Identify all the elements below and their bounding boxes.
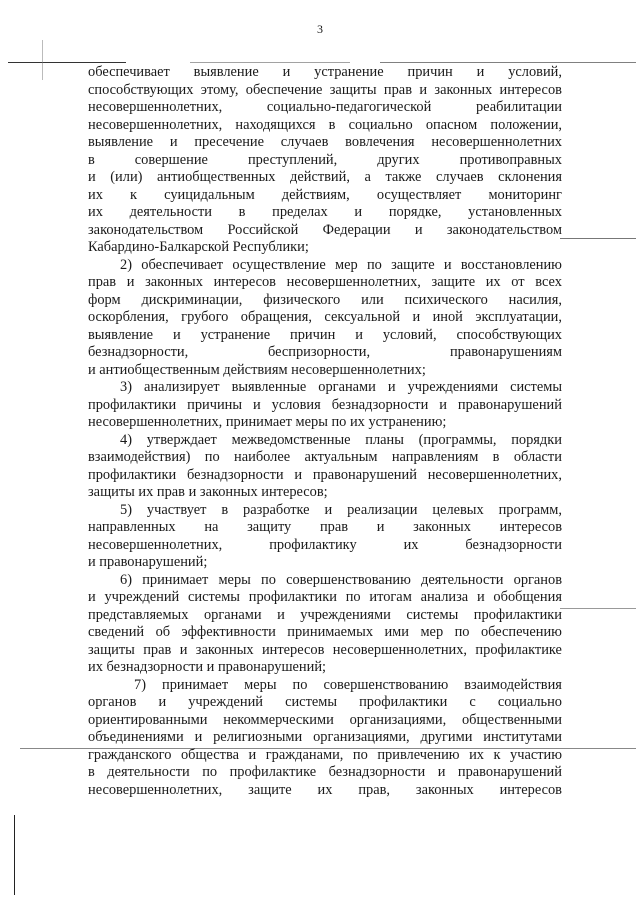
text-line: 4) утверждает межведомственные планы (программы, порядки (120, 431, 562, 448)
text-line: обеспечивает выявление и устранение причин и условий, (88, 64, 562, 80)
text-line: и антиобщественным действиям несовершеннолетних; (88, 361, 426, 378)
scan-artifact-line (8, 62, 126, 63)
scan-artifact-line (42, 40, 43, 80)
text-line: объединениями и религиозными организациями, другими институтами (88, 729, 562, 745)
scan-artifact-line (560, 238, 636, 239)
text-line: несовершеннолетних, принимает меры по их устранению; (88, 414, 447, 430)
text-line: в деятельности по профилактике безнадзорности и правонарушений (88, 764, 562, 780)
text-line: сведений об эффективности принимаемых ими мер по обеспечению (88, 624, 562, 640)
text-line: несовершеннолетних, профилактику их безнадзорности (88, 536, 562, 553)
scan-artifact-line (380, 62, 636, 63)
text-line: несовершеннолетних, социально-педагогической реабилитации (88, 99, 562, 115)
text-line: их к суицидальным действиям, осуществляет мониторинг (88, 186, 562, 203)
text-line: представляемых органами и учреждениями системы профилактики (88, 606, 562, 623)
text-line: гражданского общества и гражданами, по привлечению их к участию (88, 746, 562, 763)
text-line: законодательством Российской Федерации и законодательством (88, 221, 562, 238)
text-line: защиты их прав и законных интересов; (88, 484, 328, 500)
scan-artifact-line (560, 608, 636, 609)
text-line: способствующих этому, обеспечение защиты прав и законных интересов (88, 81, 562, 98)
text-line: и (или) антиобщественных действий, а также случаев склонения (88, 169, 562, 185)
scan-artifact-line (190, 62, 350, 63)
text-line: и правонарушений; (88, 554, 208, 570)
text-line: 2) обеспечивает осуществление мер по защите и восстановлению (120, 256, 562, 273)
text-line: 3) анализирует выявленные органами и учреждениями системы (120, 379, 562, 395)
text-line: ориентированными некоммерческими организациями, общественными (88, 711, 562, 728)
text-line: 5) участвует в разработке и реализации целевых программ, (120, 501, 562, 518)
text-line: несовершеннолетних, находящихся в социально опасном положении, (88, 116, 562, 133)
scan-artifact-line (14, 815, 15, 895)
text-line: выявление и пресечение случаев вовлечения несовершеннолетних (88, 134, 562, 150)
text-line: взаимодействия) по наиболее актуальным направлениям в области (88, 449, 562, 465)
text-line: Кабардино-Балкарской Республики; (88, 239, 309, 255)
text-line: профилактики безнадзорности и правонарушений несовершеннолетних, (88, 466, 562, 483)
text-line: несовершеннолетних, защите их прав, законных интересов (88, 781, 562, 798)
page-number: 3 (317, 22, 323, 36)
text-line: защиты прав и законных интересов несовершеннолетних, профилактике (88, 641, 562, 658)
text-line: прав и законных интересов несовершеннолетних, защите их от всех (88, 274, 562, 290)
text-line: безнадзорности, беспризорности, правонарушениям (88, 344, 562, 360)
document-body (88, 64, 562, 799)
text-line: 6) принимает меры по совершенствованию деятельности органов (120, 571, 562, 588)
text-line: направленных на защиту прав и законных интересов (88, 519, 562, 535)
text-line: и учреждений системы профилактики по итогам анализа и обобщения (88, 589, 562, 605)
text-line: оскорбления, грубого обращения, сексуальной и иной эксплуатации, (88, 309, 562, 325)
text-line: выявление и устранение причин и условий, способствующих (88, 326, 562, 343)
text-line: их безнадзорности и правонарушений; (88, 659, 327, 675)
text-line: в совершение преступлений, других противоправных (88, 151, 562, 168)
text-line: форм дискриминации, физического или психического насилия, (88, 291, 562, 308)
text-line: органов и учреждений системы профилактики с социально (88, 694, 562, 710)
text-line: 7) принимает меры по совершенствованию взаимодействия (134, 676, 562, 693)
text-line: профилактики причины и условия безнадзорности и правонарушений (88, 396, 562, 413)
text-line: их деятельности в пределах и порядке, установленных (88, 204, 562, 220)
